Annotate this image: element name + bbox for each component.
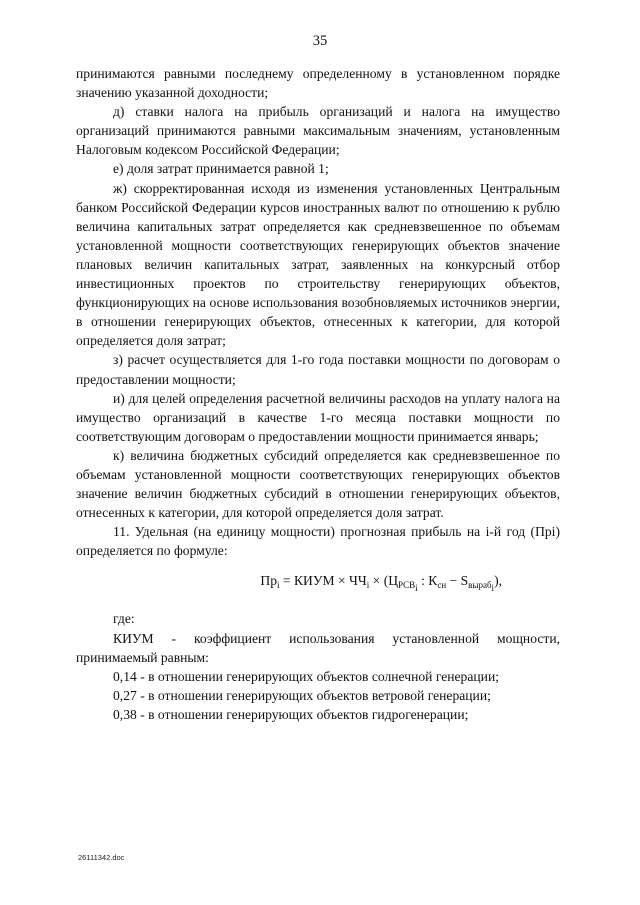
profit-formula: [76, 570, 560, 599]
paragraph-e: е) доля затрат принимается равной 1;: [113, 161, 329, 177]
paragraph-i: и) для целей определения расчетной величины расходов на уплату налога на имущество организаций в качестве 1-го месяца поставки мощности по соответствующим договорам о предоставлении мощности принимается январь;: [76, 390, 560, 444]
formula-lhs-sub: i: [277, 580, 280, 591]
formula-mid: × (Ц: [369, 573, 399, 589]
formula-tail: ),: [494, 573, 502, 589]
paragraph-wind: 0,27 - в отношении генерирующих объектов ветровой генерации;: [113, 687, 491, 703]
paragraph-zh: ж) скорректированная исходя из изменения установленных Центральным банком Российской Федерации курсов иностранных валют по отношению к рублю величина капитальных затрат определяется как средневзвешенное по объемам установленной мощности соответствующих генерирующих объектов значение плановых величин капитальных затрат, заявленных на конкурсный отбор инвестиционных проектов по строительству генерирующих объектов, функционирующих на основе использования возобновляемых источников энергии, в отношении генерирующих объектов, отнесенных к категории, для которой определяется доля затрат;: [76, 180, 560, 349]
paragraph-z: з) расчет осуществляется для 1-го года поставки мощности по договорам о предоставлении мощности;: [76, 352, 560, 387]
paragraph-11: 11. Удельная (на единицу мощности) прогнозная прибыль на i-й год (Прi) определяется по формуле:: [76, 524, 560, 559]
paragraph-d: д) ставки налога на прибыль организаций и налога на имущество организаций принимаются равными максимальным значениям, установленным Налоговым кодексом Российской Федерации;: [76, 104, 560, 158]
formula-div: : К: [417, 573, 438, 589]
page-number: 35: [312, 33, 328, 49]
paragraph-solar: 0,14 - в отношении генерирующих объектов солнечной генерации;: [113, 668, 499, 684]
footer-filename: 26111342.doc: [78, 853, 125, 862]
paragraph-continuation: принимаются равными последнему определенному в установленном порядке значению указанной доходности;: [76, 66, 560, 101]
paragraph-k: к) величина бюджетных субсидий определяется как средневзвешенное по объемам установленной мощности соответствующих генерирующих объектов значение величин бюджетных субсидий в отношении генерирующих объектов, отнесенных к категории, для которой определяется доля затрат.: [76, 447, 560, 521]
formula-lhs: Пр: [260, 573, 277, 589]
formula-c-sub: РСВi: [398, 580, 418, 594]
formula-s-sub: вырабi: [468, 580, 495, 594]
formula-k-sub: сн: [437, 580, 447, 591]
paragraph-hydro: 0,38 - в отношении генерирующих объектов гидрогенерации;: [113, 706, 469, 722]
formula-chch-sub: i: [366, 580, 370, 591]
formula-minus: − S: [446, 573, 469, 589]
formula-eq: = КИУМ × ЧЧ: [279, 573, 367, 589]
paragraph-gde: где:: [113, 611, 135, 627]
document-body: [76, 64, 560, 724]
paragraph-kium: КИУМ - коэффициент использования установленной мощности, принимаемый равным:: [76, 630, 560, 665]
